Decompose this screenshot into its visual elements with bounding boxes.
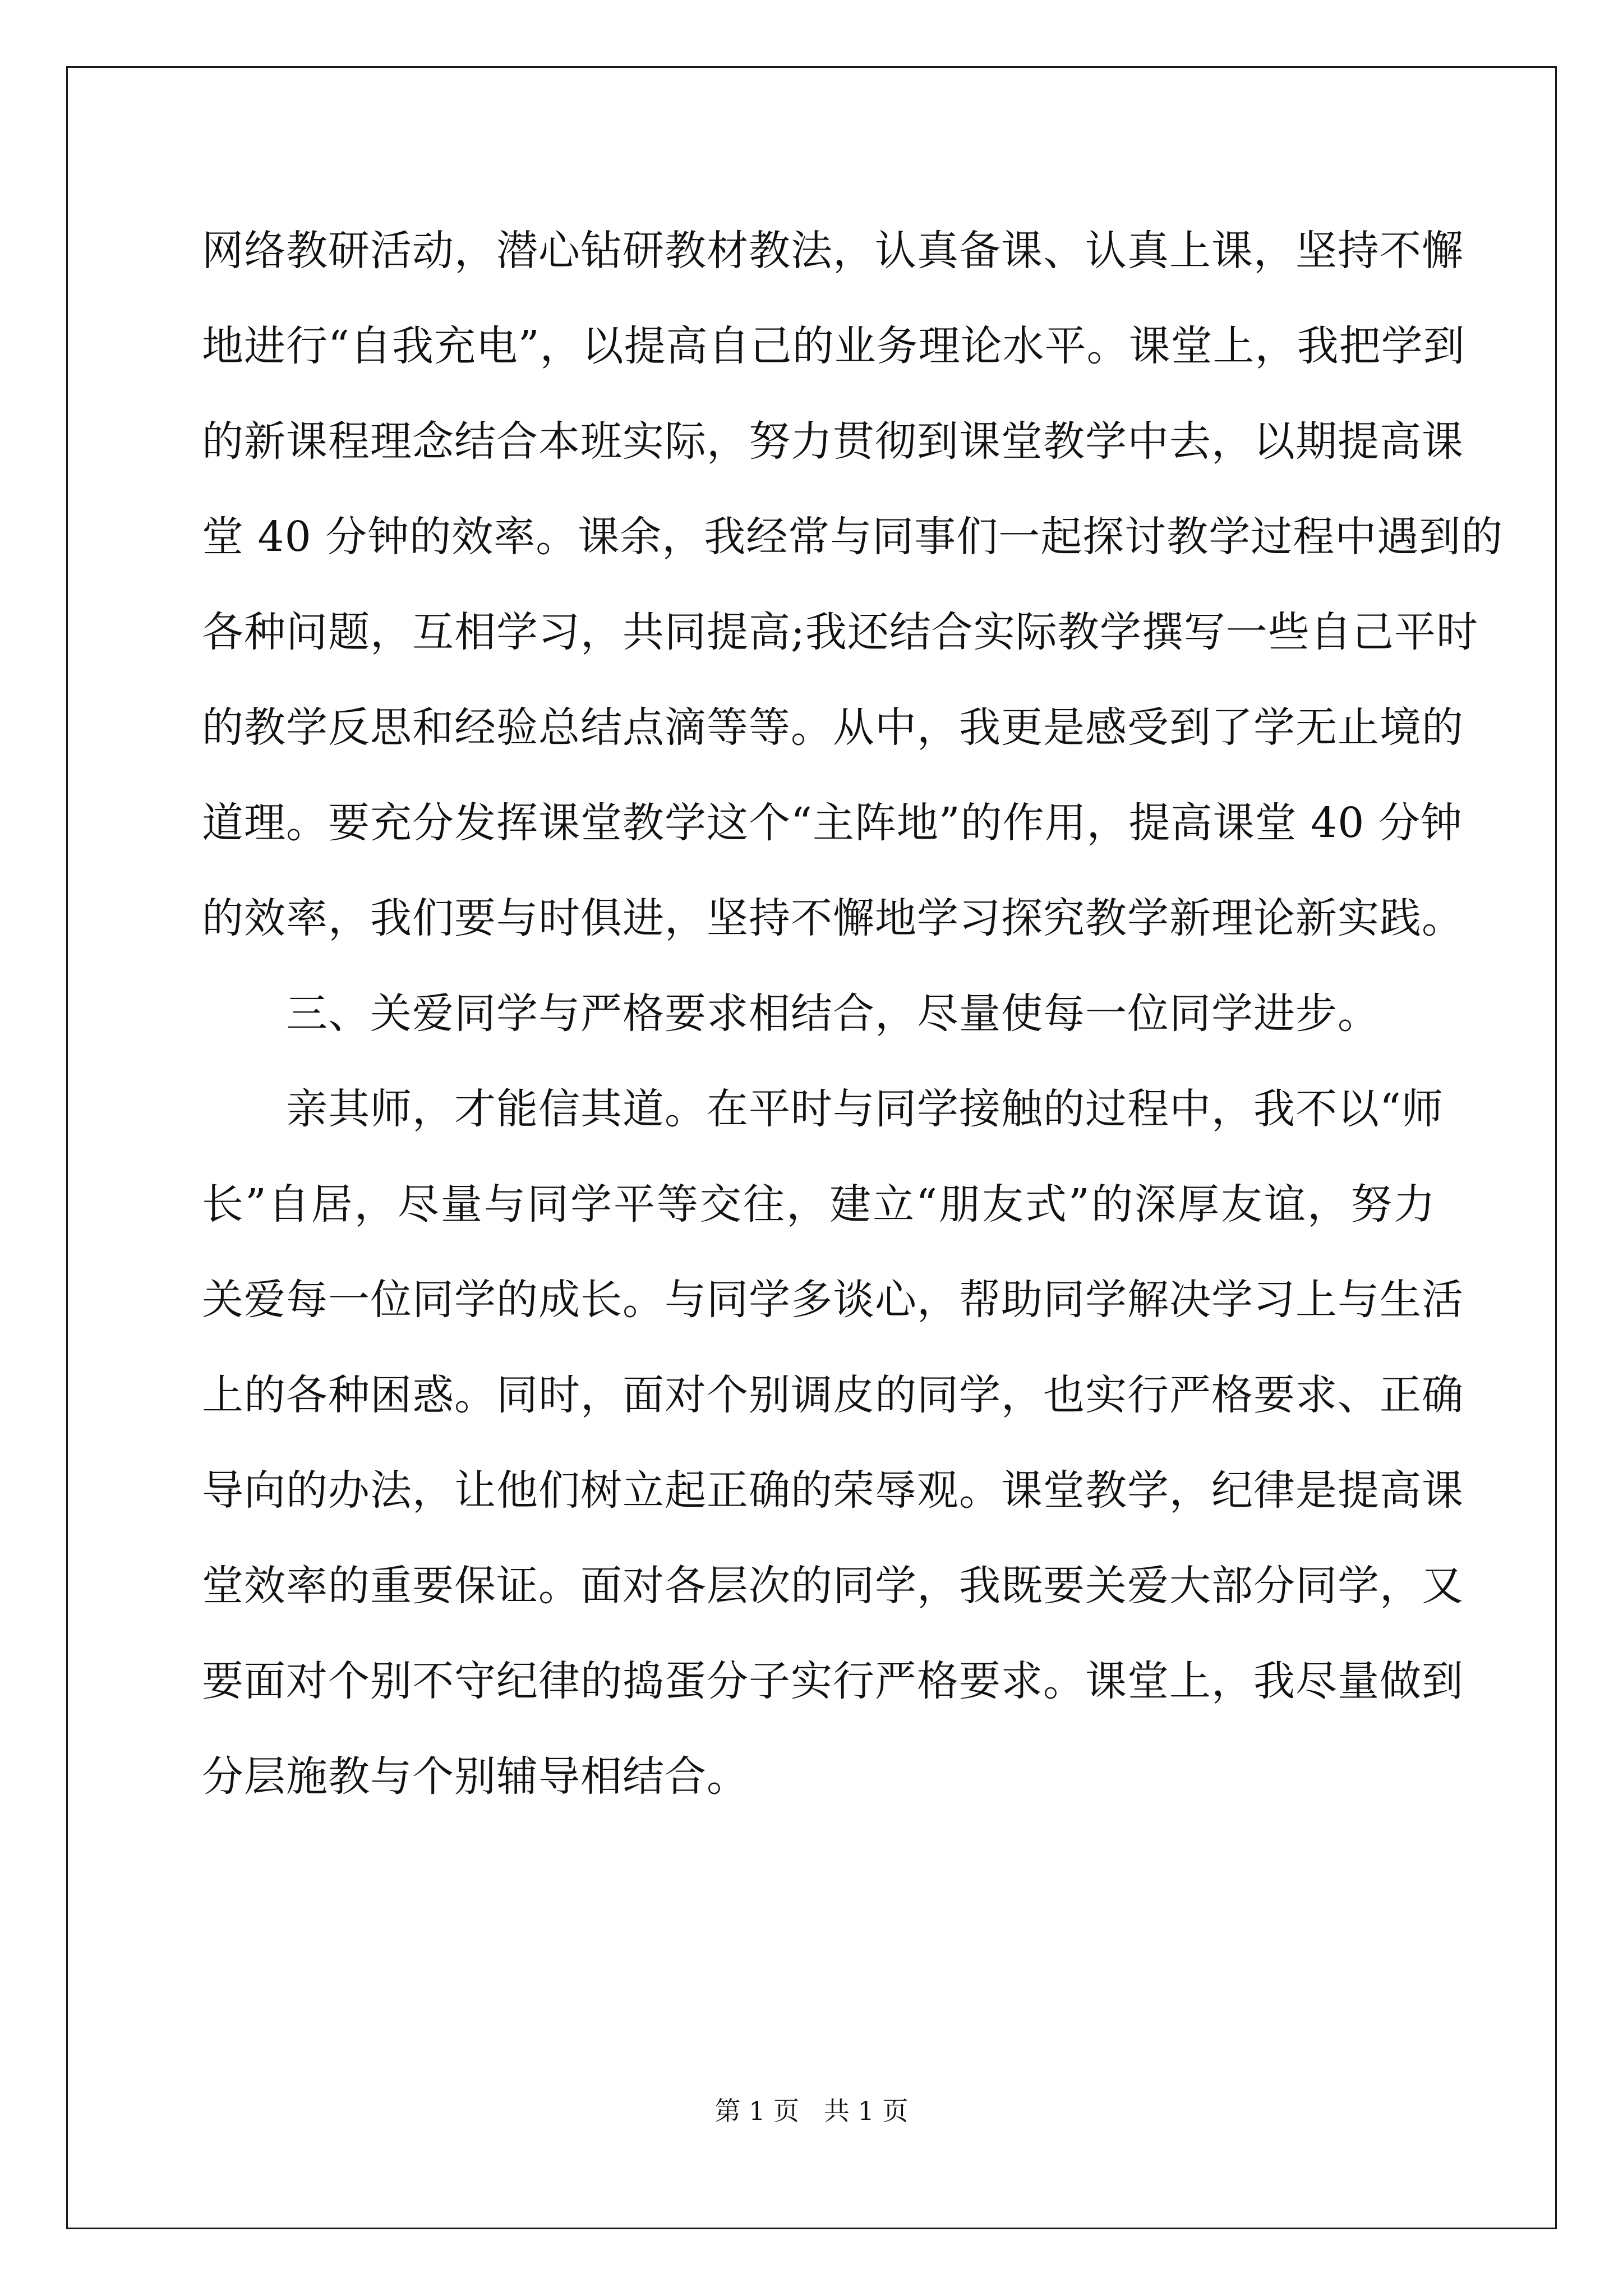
page-number-footer: 第 1 页 共 1 页 [714,2096,909,2126]
text-line: 长”自居，尽量与同学平等交往，建立“朋友式”的深厚友谊，努力 [202,1180,1436,1228]
text-line: 导向的办法，让他们树立起正确的荣辱观。课堂教学，纪律是提高课 [202,1466,1464,1515]
text-line: 的新课程理念结合本班实际，努力贯彻到课堂教学中去，以期提高课 [202,417,1464,466]
text-line: 堂效率的重要保证。面对各层次的同学，我既要关爱大部分同学，又 [202,1562,1464,1610]
text-line: 各种问题，互相学习，共同提高;我还结合实际教学撰写一些自己平时 [202,608,1478,656]
text-line: 亲其师，才能信其道。在平时与同学接触的过程中，我不以“师 [286,1085,1444,1133]
text-line: 要面对个别不守纪律的捣蛋分子实行严格要求。课堂上，我尽量做到 [202,1657,1464,1705]
text-line: 上的各种困惑。同时，面对个别调皮的同学，也实行严格要求、正确 [202,1371,1464,1419]
page-border [66,66,1557,2229]
section-heading: 三、关爱同学与严格要求相结合，尽量使每一位同学进步。 [286,990,1380,1038]
text-line: 分层施教与个别辅导相结合。 [202,1752,749,1801]
text-line: 的效率，我们要与时俱进，坚持不懈地学习探究教学新理论新实践。 [202,894,1464,942]
text-line: 的教学反思和经验总结点滴等等。从中，我更是感受到了学无止境的 [202,703,1464,752]
text-line: 道理。要充分发挥课堂教学这个“主阵地”的作用，提高课堂 40 分钟 [202,799,1463,847]
text-line: 网络教研活动，潜心钻研教材教法，认真备课、认真上课，坚持不懈 [202,227,1464,275]
text-line: 关爱每一位同学的成长。与同学多谈心，帮助同学解决学习上与生活 [202,1276,1464,1324]
text-line: 地进行“自我充电”，以提高自己的业务理论水平。课堂上，我把学到 [202,322,1465,370]
text-line: 堂 40 分钟的效率。课余，我经常与同事们一起探讨教学过程中遇到的 [202,513,1504,561]
